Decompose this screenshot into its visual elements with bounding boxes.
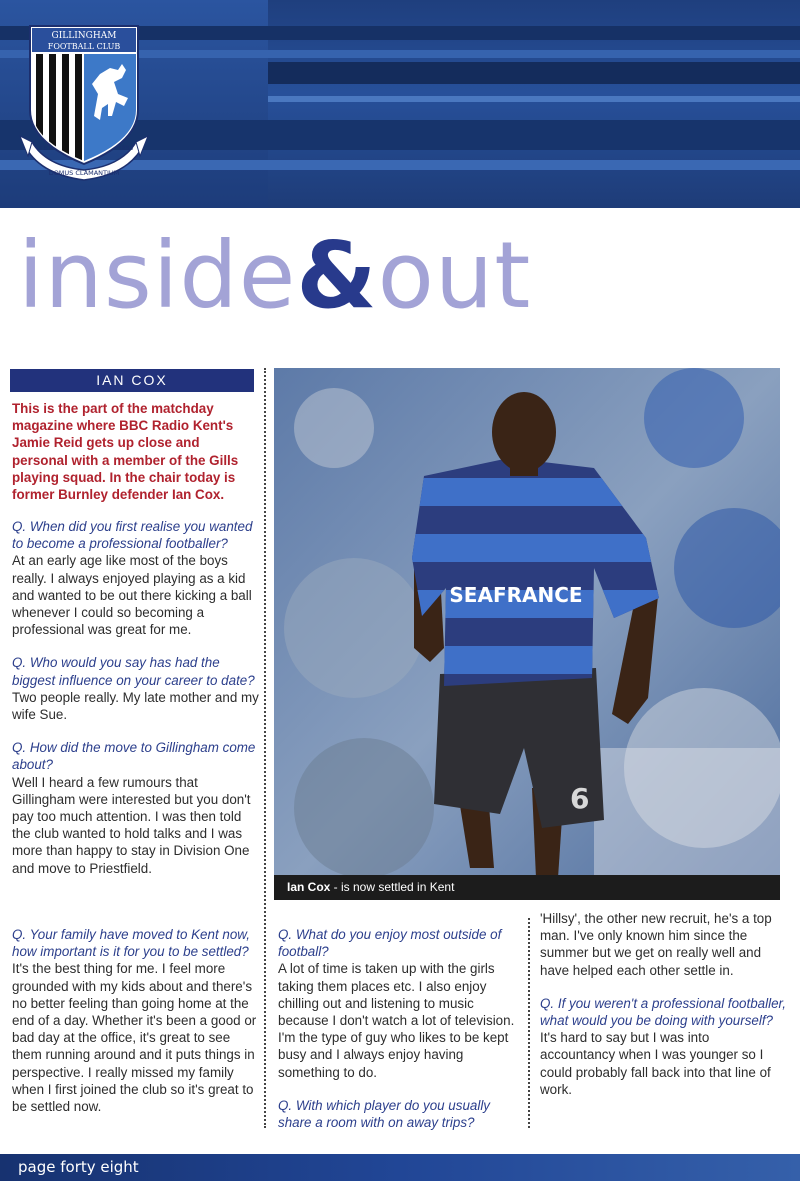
question: Q. If you weren't a professional footballer, what would you be doing with yourself? xyxy=(540,995,786,1029)
question: Q. How did the move to Gillingham come about? xyxy=(12,740,256,773)
answer: 'Hillsy', the other new recruit, he's a top man. I've only known him since the summer but we get on really well and have helped each other settle in. xyxy=(540,911,772,978)
answer: It's hard to say but I was into accountancy when I was younger so I could probably fall back into that line of work. xyxy=(540,1030,771,1097)
crest-top-text: GILLINGHAM xyxy=(51,31,117,41)
answer: It's the best thing for me. I feel more grounded with my kids about and there's no better feeling than going home at the end of a day. Whether it's been a good or bad day at the office, it's great to see them running around and it puts things in perspective. I really missed my family when I first joined the club so it's great to be settled now. xyxy=(12,961,257,1115)
header-banner xyxy=(0,0,800,208)
page-number-label: page forty eight xyxy=(18,1158,139,1176)
shirt-number: 6 xyxy=(570,782,590,815)
crest-year: 1893 xyxy=(118,145,134,152)
answer: Two people really. My late mother and my wife Sue. xyxy=(12,689,259,723)
page-footer xyxy=(0,1154,800,1181)
player-photo xyxy=(274,368,780,900)
answer: At an early age like most of the boys really. I always enjoyed playing as a kid and wanted to be out there kicking a ball whenever I could so becoming a professional was great for me. xyxy=(12,553,252,638)
column-left-top xyxy=(12,518,260,893)
player-name-bar: IAN COX xyxy=(10,369,254,392)
title-word-out: out xyxy=(377,222,532,329)
question: Q. Who would you say has had the biggest influence on your career to date? xyxy=(12,655,255,688)
column-divider xyxy=(528,918,530,1128)
crest-sub-text: FOOTBALL CLUB xyxy=(47,42,121,51)
shirt-sponsor: SEAFRANCE xyxy=(449,583,583,607)
question: Q. Your family have moved to Kent now, how important is it for you to be settled? xyxy=(12,927,250,960)
answer: Well I heard a few rumours that Gillingham were interested but you don't pay too much attention. I was then told the club wanted to hold talks and I was more than happy to stay in Division One and move to Priestfield. xyxy=(12,774,251,876)
question: Q. With which player do you usually share a room with on away trips? xyxy=(278,1097,490,1131)
qa-block xyxy=(540,995,788,1098)
intro-paragraph: This is the part of the matchday magazine where BBC Radio Kent's Jamie Reid gets up close and personal with a member of the Gills playing squad. In the chair today is former Burnley defender Ian Cox. xyxy=(12,401,239,503)
qa-block xyxy=(12,518,260,638)
caption-name: Ian Cox xyxy=(287,880,331,894)
title-word-inside: inside xyxy=(18,222,297,329)
qa-block xyxy=(540,910,788,979)
qa-block xyxy=(12,739,260,877)
photo-caption xyxy=(274,875,780,900)
column-right xyxy=(540,910,788,1114)
qa-block xyxy=(278,926,516,1081)
column-middle xyxy=(278,926,516,1147)
crest-motto: DOMUS CLAMANTIUM xyxy=(48,169,120,177)
banner-stripe xyxy=(268,62,800,84)
title-ampersand: & xyxy=(296,222,378,329)
banner-stripe xyxy=(268,96,800,102)
crest-est: EST xyxy=(40,145,52,152)
answer: A lot of time is taken up with the girls taking them places etc. I also enjoy chilling out and listening to music because I don't watch a lot of television. I'm the type of guy who likes to be kept busy and I always enjoy having something to do. xyxy=(278,961,515,1080)
qa-block xyxy=(12,654,260,723)
question: Q. When did you first realise you wanted to become a professional footballer? xyxy=(12,519,253,552)
question: Q. What do you enjoy most outside of football? xyxy=(278,927,502,960)
column-left-bottom xyxy=(12,926,260,1131)
caption-text: - is now settled in Kent xyxy=(330,880,455,894)
column-divider xyxy=(264,368,266,1128)
qa-block xyxy=(12,926,260,1115)
qa-block xyxy=(278,1097,516,1131)
club-crest-logo xyxy=(18,24,150,186)
page-title xyxy=(18,222,532,329)
